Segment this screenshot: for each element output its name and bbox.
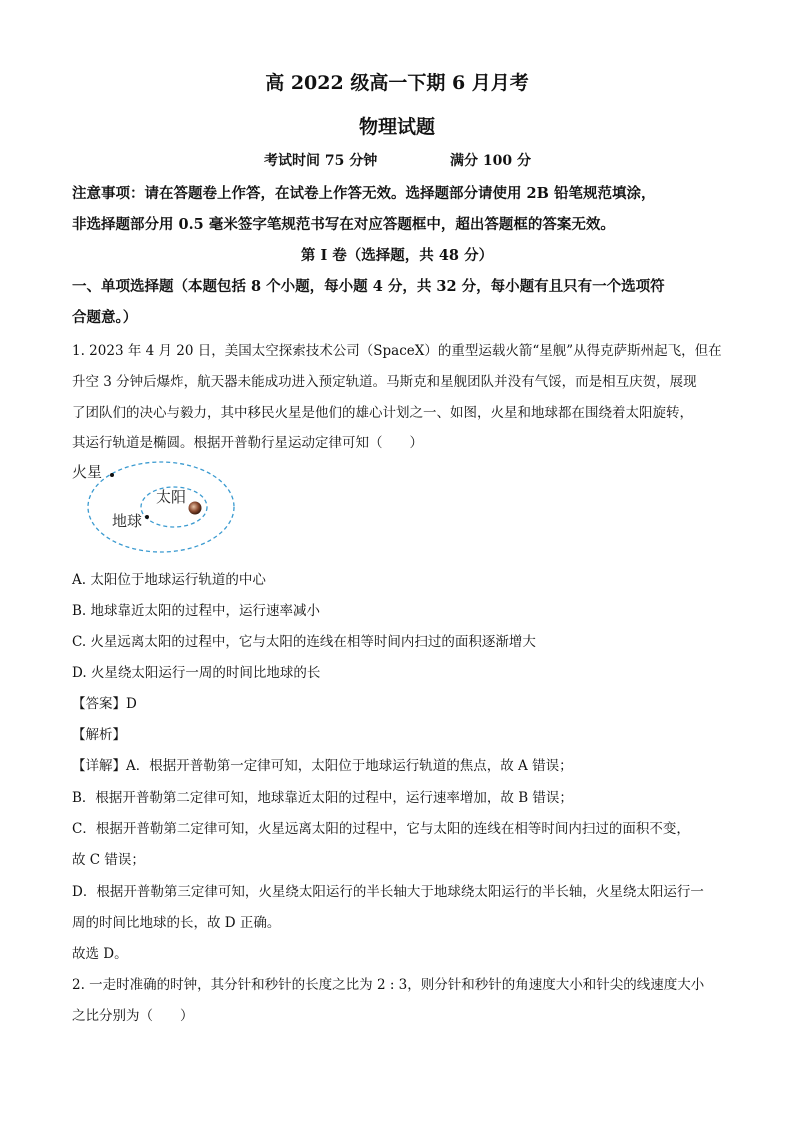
q1-detail-line-2: B．根据开普勒第二定律可知，地球靠近太阳的过程中，运行速率增加，故 B 错误； <box>72 790 573 806</box>
q1-detail-line-3: C．根据开普勒第二定律可知，火星远离太阳的过程中，它与太阳的连线在相等时间内扫过的面积不变， <box>72 821 690 837</box>
mars-label: 火星 <box>72 463 103 481</box>
earth-dot <box>145 515 149 519</box>
q2-stem-line-1: 2. 一走时准确的时钟，其分针和秒针的长度之比为 2 : 3，则分针和秒针的角速度大小和针尖的线速度大小 <box>72 977 705 993</box>
q1-detail-line-4: 故 C 错误； <box>72 852 145 868</box>
q1-detail-line-1: 【详解】A．根据开普勒第一定律可知，太阳位于地球运行轨道的焦点，故 A 错误； <box>72 758 573 774</box>
page-title: 高 2022 级高一下期 6 月月考 <box>265 72 529 94</box>
q1-option-b: B. 地球靠近太阳的过程中，运行速率减小 <box>72 603 321 619</box>
q1-stem-line-1: 1. 2023 年 4 月 20 日，美国太空探索技术公司（SpaceX）的重型运载火箭“星舰”从得克萨斯州起飞，但在 <box>72 343 722 359</box>
q1-stem-line-4: 其运行轨道是椭圆。根据开普勒行星运动定律可知（ ） <box>72 435 423 451</box>
sun-label: 太阳 <box>156 488 187 506</box>
mars-orbit <box>88 462 234 552</box>
q1-answer: 【答案】D <box>72 696 137 712</box>
part-heading-line-2: 合题意。） <box>72 309 138 326</box>
q1-detail-line-7: 故选 D。 <box>72 946 128 962</box>
section-title: 第 I 卷（选择题，共 48 分） <box>300 247 494 264</box>
exam-score: 满分 100 分 <box>450 153 531 169</box>
earth-label: 地球 <box>112 512 143 530</box>
q1-option-c: C. 火星远离太阳的过程中，它与太阳的连线在相等时间内扫过的面积逐渐增大 <box>72 634 536 650</box>
notice-line-2: 非选择题部分用 0.5 毫米签字笔规范书写在对应答题框中，超出答题框的答案无效。 <box>72 216 615 233</box>
exam-time: 考试时间 75 分钟 <box>264 153 378 169</box>
q1-option-d: D. 火星绕太阳运行一周的时间比地球的长 <box>72 665 321 681</box>
orbit-diagram <box>72 455 242 560</box>
page-subtitle: 物理试题 <box>358 116 435 138</box>
q2-stem-line-2: 之比分别为（ ） <box>72 1008 194 1024</box>
notice-line-1: 注意事项：请在答题卷上作答，在试卷上作答无效。选择题部分请使用 2B 铅笔规范填涂， <box>72 185 656 202</box>
q1-detail-line-6: 周的时间比地球的长，故 D 正确。 <box>72 915 281 931</box>
q1-detail-line-5: D．根据开普勒第三定律可知，火星绕太阳运行的半长轴大于地球绕太阳运行的半长轴，火星绕太阳运行一 <box>72 884 704 900</box>
part-heading-line-1: 一、单项选择题（本题包括 8 个小题，每小题 4 分，共 32 分，每小题有且只有一个选项符 <box>72 278 665 295</box>
q1-analysis-label: 【解析】 <box>72 727 126 743</box>
sun-icon <box>189 502 202 515</box>
q1-stem-line-3: 了团队们的决心与毅力，其中移民火星是他们的雄心计划之一、如图，火星和地球都在围绕着太阳旋转， <box>72 405 693 421</box>
q1-stem-line-2: 升空 3 分钟后爆炸，航天器未能成功进入预定轨道。马斯克和星舰团队并没有气馁，而是相互庆贺，展现 <box>72 374 697 390</box>
q1-option-a: A. 太阳位于地球运行轨道的中心 <box>72 572 266 588</box>
mars-dot <box>110 473 114 477</box>
